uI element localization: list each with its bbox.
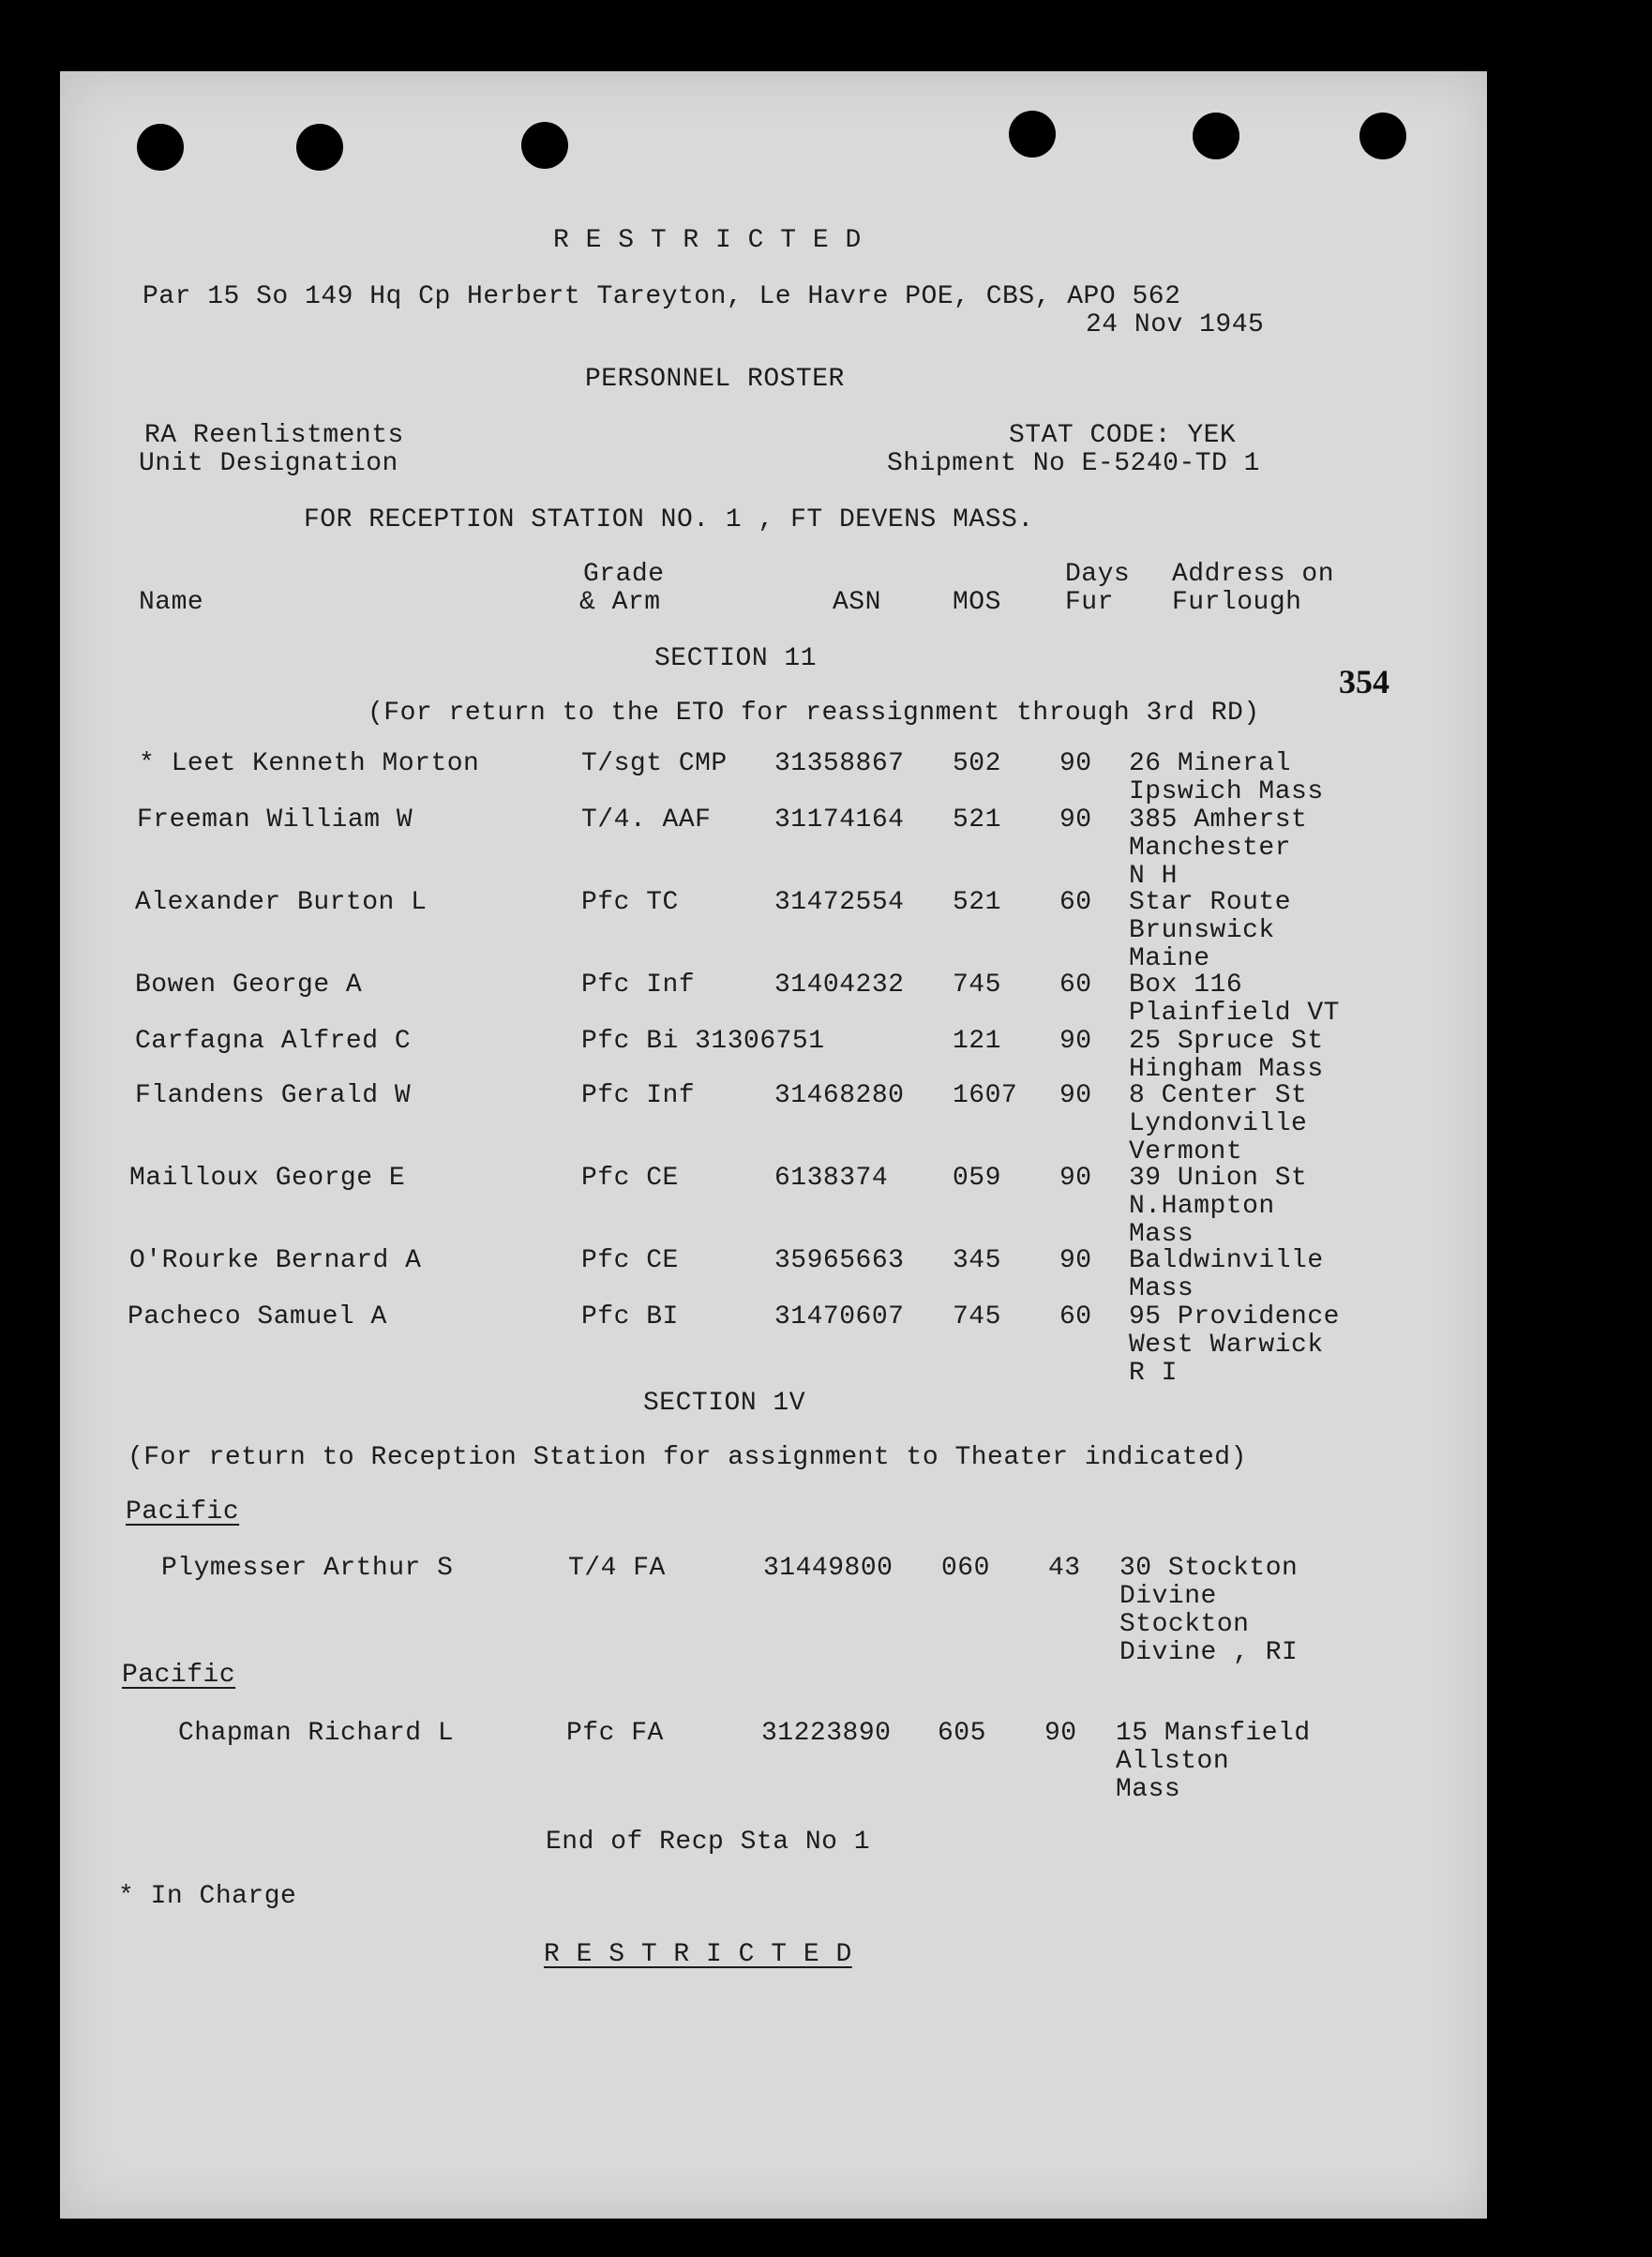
table-cell-name: Plymesser Arthur S: [161, 1554, 454, 1583]
table-cell-mos: 059: [953, 1164, 1001, 1193]
punch-hole: [521, 122, 568, 169]
section-subtitle: (For return to Reception Station for assignment to Theater indicated): [128, 1443, 1247, 1472]
table-cell-days: 90: [1044, 1719, 1077, 1748]
col-header-name: Name: [139, 588, 204, 617]
table-cell-days: 60: [1059, 888, 1092, 917]
page-number: 354: [1339, 663, 1389, 700]
punch-hole: [1359, 113, 1406, 159]
table-cell-days: 90: [1059, 1027, 1092, 1056]
table-cell-grade: Pfc CE: [581, 1246, 679, 1275]
unit-line-2: Unit Designation: [139, 449, 398, 478]
order-line: Par 15 So 149 Hq Cp Herbert Tareyton, Le Havre POE, CBS, APO 562: [143, 282, 1181, 311]
table-cell-asn: 31472554: [774, 888, 905, 917]
table-cell-grade: Pfc Inf: [581, 971, 696, 1000]
table-cell-grade: Pfc BI: [581, 1302, 679, 1332]
table-cell-mos: 745: [953, 971, 1001, 1000]
col-header-days-1: Days: [1065, 560, 1131, 589]
table-cell-grade: Pfc TC: [581, 888, 679, 917]
table-cell-days: 90: [1059, 749, 1092, 778]
col-header-mos: MOS: [953, 588, 1001, 617]
table-cell-mos: 745: [953, 1302, 1001, 1332]
table-cell-asn: 35965663: [774, 1246, 905, 1275]
table-cell-grade: Pfc Inf: [581, 1081, 696, 1110]
table-cell-name: Carfagna Alfred C: [135, 1027, 412, 1056]
classification-bottom: R E S T R I C T E D: [544, 1940, 852, 1969]
table-cell-asn: 31449800: [763, 1554, 894, 1583]
punch-hole: [137, 124, 184, 171]
section-title: SECTION 11: [654, 644, 818, 673]
unit-line-1: RA Reenlistments: [144, 421, 404, 450]
table-cell-days: 43: [1048, 1554, 1081, 1583]
table-cell-address: 8 Center St Lyndonville Vermont: [1129, 1081, 1308, 1166]
table-cell-name: Alexander Burton L: [135, 888, 428, 917]
roster-title: PERSONNEL ROSTER: [585, 365, 845, 394]
table-cell-mos: 345: [953, 1246, 1001, 1275]
destination-line: FOR RECEPTION STATION NO. 1 , FT DEVENS MASS.: [304, 505, 1034, 534]
table-cell-mos: 502: [953, 749, 1001, 778]
table-cell-grade: Pfc FA: [566, 1719, 664, 1748]
table-cell-asn: 31358867: [774, 749, 905, 778]
punch-hole: [1009, 111, 1056, 158]
footnote: * In Charge: [118, 1882, 297, 1911]
table-cell-address: 385 Amherst Manchester N H: [1129, 805, 1308, 891]
order-date: 24 Nov 1945: [1086, 310, 1265, 339]
table-cell-name: Freeman William W: [137, 805, 413, 835]
table-cell-asn: 31468280: [774, 1081, 905, 1110]
table-cell-name: O'Rourke Bernard A: [129, 1246, 422, 1275]
table-cell-mos: 060: [941, 1554, 990, 1583]
table-cell-address: Baldwinville Mass: [1129, 1246, 1324, 1303]
table-cell-name: Flandens Gerald W: [135, 1081, 412, 1110]
table-cell-name: Pacheco Samuel A: [128, 1302, 387, 1332]
table-cell-days: 60: [1059, 1302, 1092, 1332]
table-cell-address: 26 Mineral Ipswich Mass: [1129, 749, 1324, 806]
table-cell-days: 90: [1059, 1081, 1092, 1110]
punch-hole: [1193, 113, 1239, 159]
table-cell-mos: 521: [953, 805, 1001, 835]
table-cell-name: Bowen George A: [135, 971, 363, 1000]
theater-label: Pacific: [122, 1661, 236, 1690]
table-cell-mos: 121: [953, 1027, 1001, 1056]
table-cell-address: 15 Mansfield Allston Mass: [1116, 1719, 1311, 1804]
classification-top: R E S T R I C T E D: [553, 226, 862, 255]
col-header-grade-2: & Arm: [579, 588, 661, 617]
theater-label: Pacific: [126, 1497, 240, 1527]
col-header-grade-1: Grade: [583, 560, 665, 589]
punch-hole: [296, 124, 343, 171]
col-header-days-2: Fur: [1065, 588, 1114, 617]
table-cell-grade: Pfc CE: [581, 1164, 679, 1193]
table-cell-name: Mailloux George E: [129, 1164, 406, 1193]
table-cell-grade: Pfc Bi 31306751: [581, 1027, 825, 1056]
section-subtitle: (For return to the ETO for reassignment through 3rd RD): [368, 699, 1260, 728]
table-cell-mos: 1607: [953, 1081, 1018, 1110]
shipment-number: Shipment No E-5240-TD 1: [887, 449, 1260, 478]
table-cell-asn: 31470607: [774, 1302, 905, 1332]
table-cell-grade: T/4. AAF: [581, 805, 712, 835]
table-cell-address: 25 Spruce St Hingham Mass: [1129, 1027, 1324, 1084]
table-cell-address: 95 Providence West Warwick R I: [1129, 1302, 1340, 1388]
end-line: End of Recp Sta No 1: [546, 1828, 871, 1857]
col-header-address-2: Furlough: [1172, 588, 1302, 617]
table-cell-days: 60: [1059, 971, 1092, 1000]
table-cell-grade: T/4 FA: [568, 1554, 666, 1583]
table-cell-address: 30 Stockton Divine Stockton Divine , RI: [1119, 1554, 1299, 1667]
table-cell-grade: T/sgt CMP: [581, 749, 728, 778]
table-cell-address: 39 Union St N.Hampton Mass: [1129, 1164, 1308, 1249]
table-cell-mos: 521: [953, 888, 1001, 917]
stat-code: STAT CODE: YEK: [1009, 421, 1237, 450]
table-cell-asn: 6138374: [774, 1164, 889, 1193]
table-cell-name: Chapman Richard L: [178, 1719, 455, 1748]
table-cell-asn: 31223890: [761, 1719, 892, 1748]
section-title: SECTION 1V: [643, 1389, 806, 1418]
table-cell-asn: 31174164: [774, 805, 905, 835]
table-cell-days: 90: [1059, 1164, 1092, 1193]
table-cell-asn: 31404232: [774, 971, 905, 1000]
table-cell-address: Box 116 Plainfield VT: [1129, 971, 1340, 1028]
table-cell-days: 90: [1059, 805, 1092, 835]
table-cell-address: Star Route Brunswick Maine: [1129, 888, 1292, 973]
col-header-address-1: Address on: [1172, 560, 1335, 589]
table-cell-name: * Leet Kenneth Morton: [139, 749, 480, 778]
table-cell-mos: 605: [938, 1719, 986, 1748]
col-header-asn: ASN: [833, 588, 881, 617]
table-cell-days: 90: [1059, 1246, 1092, 1275]
